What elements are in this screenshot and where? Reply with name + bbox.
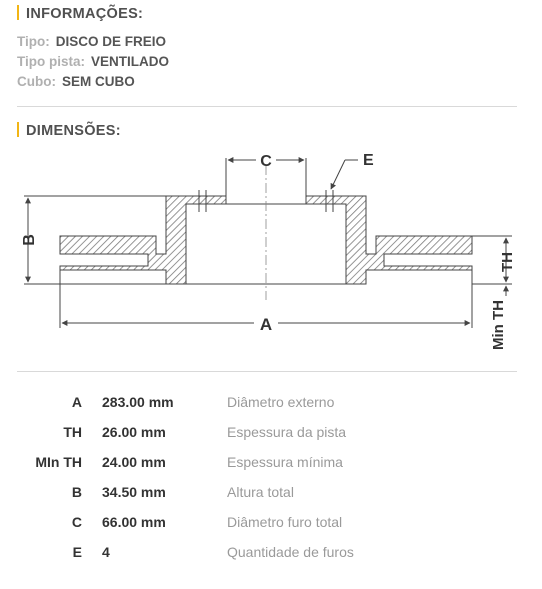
spec-value: 283.00 mm — [102, 394, 174, 410]
spec-value: 34.50 mm — [102, 484, 166, 500]
label-b: B — [21, 234, 38, 246]
spec-row-c — [0, 514, 542, 534]
spec-key: B — [71, 484, 82, 500]
info-label: Tipo pista: — [17, 54, 86, 69]
label-e: E — [363, 152, 374, 169]
spec-value: 24.00 mm — [102, 454, 166, 470]
info-row-cubo — [17, 74, 135, 89]
label-a: A — [259, 315, 273, 334]
disc-left-section — [60, 196, 226, 284]
info-row-tipo-pista — [17, 54, 169, 69]
spec-key: A — [71, 394, 82, 410]
spec-description: Altura total — [227, 484, 294, 500]
spec-description: Quantidade de furos — [227, 544, 354, 560]
info-value: VENTILADO — [91, 54, 170, 69]
spec-description: Diâmetro externo — [227, 394, 335, 410]
spec-row-a — [0, 394, 542, 414]
spec-key: C — [71, 514, 82, 530]
spec-value: 66.00 mm — [102, 514, 166, 530]
info-value: SEM CUBO — [61, 74, 135, 89]
spec-description: Espessura mínima — [227, 454, 343, 470]
spec-row-min-th — [0, 454, 542, 474]
label-min-th: Min TH — [490, 300, 507, 350]
label-c: C — [260, 153, 272, 170]
info-value: DISCO DE FREIO — [55, 34, 167, 49]
dimensions-title-text: DIMENSÕES: — [26, 123, 121, 139]
accent-bar — [17, 122, 19, 137]
spec-row-b — [0, 484, 542, 504]
spec-description: Diâmetro furo total — [227, 514, 343, 530]
info-label: Cubo: — [17, 74, 56, 89]
spec-key: E — [72, 544, 82, 560]
spec-value: 26.00 mm — [102, 424, 166, 440]
spec-description: Espessura da pista — [227, 424, 347, 440]
dimensions-section-title — [17, 122, 121, 139]
label-th: TH — [499, 252, 516, 272]
divider — [17, 106, 517, 107]
dimension-e — [331, 160, 358, 189]
divider — [17, 371, 517, 372]
spec-key: TH — [63, 424, 82, 440]
disc-right-section — [306, 196, 472, 284]
info-title-text: INFORMAÇÕES: — [26, 6, 144, 22]
info-section-title — [17, 5, 143, 22]
accent-bar — [17, 5, 19, 20]
info-row-tipo — [17, 34, 166, 49]
brake-disc-diagram — [0, 140, 542, 360]
spec-value: 4 — [102, 544, 110, 560]
info-label: Tipo: — [17, 34, 50, 49]
spec-row-e — [0, 544, 542, 564]
spec-row-th — [0, 424, 542, 444]
spec-key: MIn TH — [35, 454, 82, 470]
